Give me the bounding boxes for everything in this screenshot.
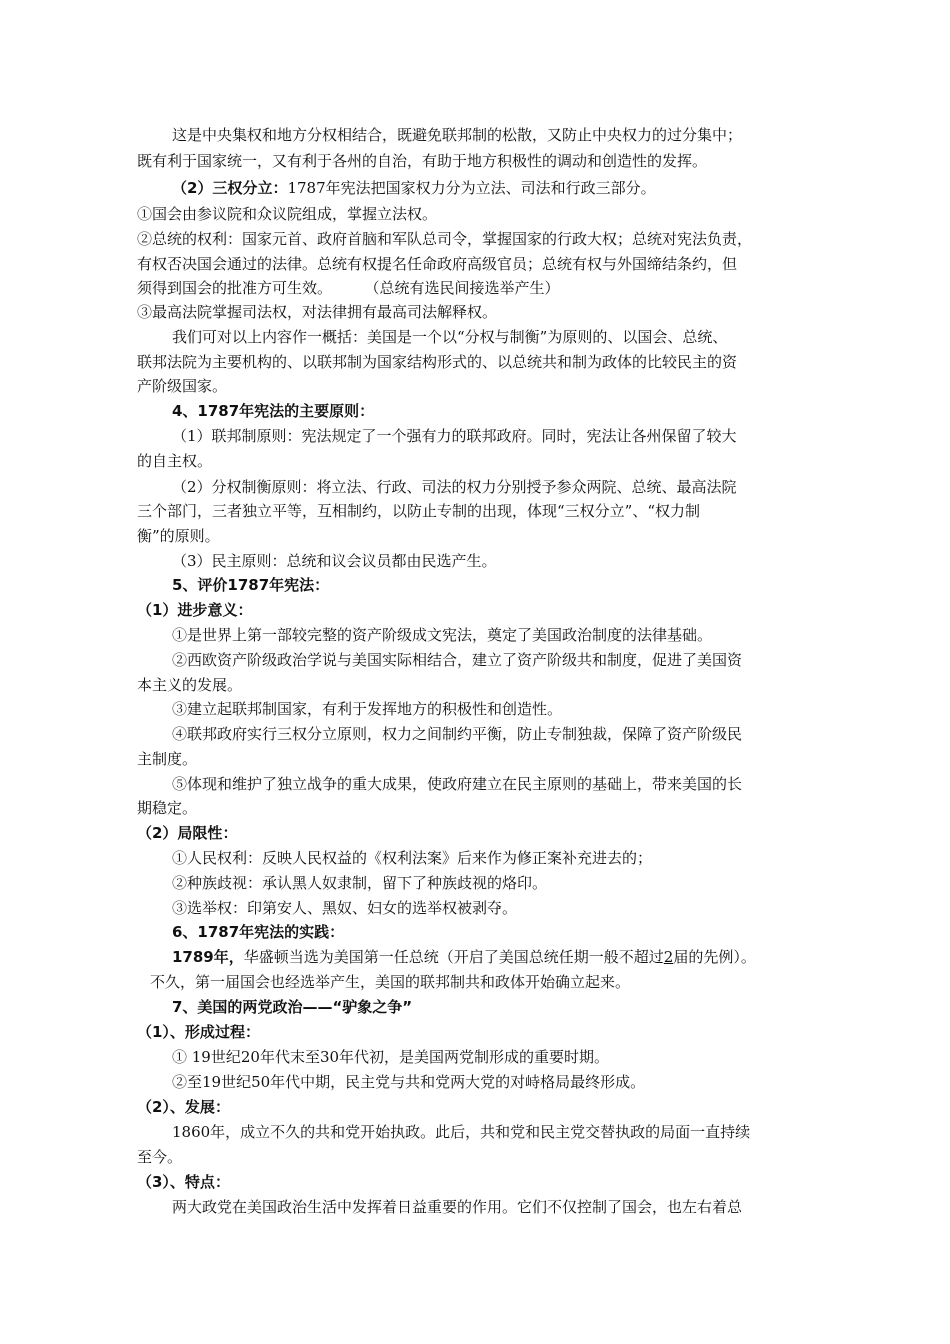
section-heading: 7、美国的两党政治——“驴象之争” xyxy=(172,998,413,1016)
text-line: ③建立起联邦制国家，有利于发挥地方的积极性和创造性。 xyxy=(172,700,563,718)
text-line: 三个部门，三者独立平等，互相制约，以防止专制的出现，体现“三权分立”、“权力制 xyxy=(137,502,701,520)
section-heading: 5、评价1787年宪法： xyxy=(172,576,330,594)
text-line: ⑤体现和维护了独立战争的重大成果，使政府建立在民主原则的基础上，带来美国的长 xyxy=(172,775,743,793)
text-line: （2）三权分立：1787年宪法把国家权力分为立法、司法和行政三部分。 xyxy=(172,179,656,197)
text-line: ②至19世纪50年代中期，民主党与共和党两大党的对峙格局最终形成。 xyxy=(172,1073,646,1091)
subheading: （2）局限性： xyxy=(137,824,238,842)
text-line: 这是中央集权和地方分权相结合，既避免联邦制的松散，又防止中央权力的过分集中； xyxy=(172,126,743,144)
text-line: （1）联邦制原则：宪法规定了一个强有力的联邦政府。同时，宪法让各州保留了较大 xyxy=(172,427,737,445)
subheading: （1）进步意义： xyxy=(137,601,253,619)
text-line: 主制度。 xyxy=(137,750,198,768)
text-line: 产阶级国家。 xyxy=(137,377,228,395)
subheading: （2）三权分立： xyxy=(172,179,288,197)
text-line: 有权否决国会通过的法律。总统有权提名任命政府高级官员；总统有权与外国缔结条约，但 xyxy=(137,255,738,273)
text-line: 两大政党在美国政治生活中发挥着日益重要的作用。它们不仅控制了国会，也左右着总 xyxy=(172,1198,743,1216)
section-heading: 4、1787年宪法的主要原则： xyxy=(172,402,375,420)
text-line: 1860年，成立不久的共和党开始执政。此后，共和党和民主党交替执政的局面一直持续 xyxy=(172,1123,751,1141)
text-line: 衡”的原则。 xyxy=(137,527,220,545)
text-line: ①是世界上第一部较完整的资产阶级成文宪法，奠定了美国政治制度的法律基础。 xyxy=(172,626,713,644)
text-line: 不久，第一届国会也经选举产生，美国的联邦制共和政体开始确立起来。 xyxy=(150,973,631,991)
text-line: 至今。 xyxy=(137,1148,183,1166)
text-line: 的自主权。 xyxy=(137,452,213,470)
text-line: ②总统的权利：国家元首、政府首脑和军队总司令，掌握国家的行政大权；总统对宪法负责， xyxy=(137,230,753,248)
text-line: （2）分权制衡原则：将立法、行政、司法的权力分别授予参众两院、总统、最高法院 xyxy=(172,478,737,496)
text-line: 我们可对以上内容作一概括：美国是一个以“分权与制衡”为原则的、以国会、总统、 xyxy=(172,328,728,346)
text-line: ②种族歧视：承认黑人奴隶制，留下了种族歧视的烙印。 xyxy=(172,874,548,892)
text-line: ②西欧资产阶级政治学说与美国实际相结合，建立了资产阶级共和制度，促进了美国资 xyxy=(172,651,743,669)
subheading: （3）、特点： xyxy=(137,1173,230,1191)
text-line: 本主义的发展。 xyxy=(137,676,243,694)
text-line: 须得到国会的批准方可生效。 （总统有选民间接选举产生） xyxy=(137,279,560,297)
text-line: ① 19世纪20年代末至30年代初，是美国两党制形成的重要时期。 xyxy=(172,1048,610,1066)
text-line: 既有利于国家统一，又有利于各州的自治，有助于地方积极性的调动和创造性的发挥。 xyxy=(137,152,708,170)
subheading: （1）、形成过程： xyxy=(137,1023,260,1041)
text-line: 1789年，华盛顿当选为美国第一任总统（开启了美国总统任期一般不超过2届的先例）。 xyxy=(172,948,756,966)
subheading: （2）、发展： xyxy=(137,1098,230,1116)
text-line: ③最高法院掌握司法权，对法律拥有最高司法解释权。 xyxy=(137,303,498,321)
text-line: ①人民权利：反映人民权益的《权利法案》后来作为修正案补充进去的； xyxy=(172,849,653,867)
text-line: ④联邦政府实行三权分立原则，权力之间制约平衡，防止专制独裁，保障了资产阶级民 xyxy=(172,725,743,743)
text-line: 联邦法院为主要机构的、以联邦制为国家结构形式的、以总统共和制为政体的比较民主的资 xyxy=(137,353,738,371)
text-line: ①国会由参议院和众议院组成，掌握立法权。 xyxy=(137,205,438,223)
text-line: ③选举权：印第安人、黑奴、妇女的选举权被剥夺。 xyxy=(172,899,518,917)
text-line: 期稳定。 xyxy=(137,799,198,817)
text-line: （3）民主原则：总统和议会议员都由民选产生。 xyxy=(172,552,497,570)
section-heading: 6、1787年宪法的实践： xyxy=(172,923,345,941)
